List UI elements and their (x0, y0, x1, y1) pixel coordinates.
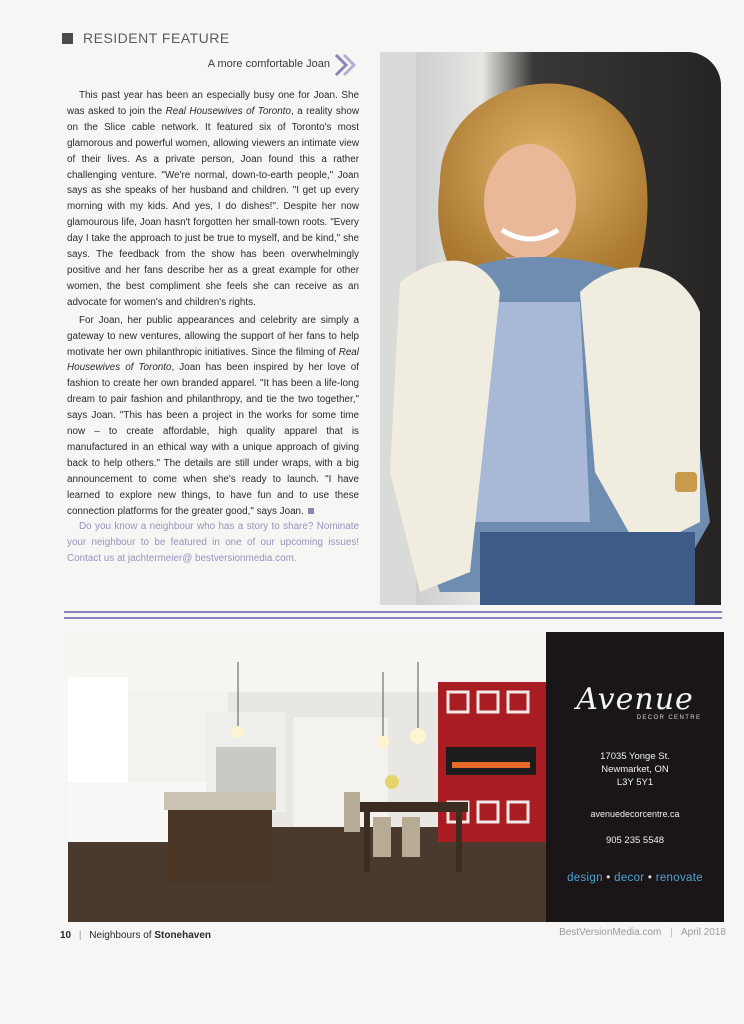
footer-site[interactable]: BestVersionMedia.com (559, 927, 662, 938)
paragraph-1 (67, 88, 359, 311)
address-line-1: 17035 Yonge St. (600, 751, 670, 762)
article-subhead: A more comfortable Joan (207, 58, 330, 70)
text-run: , a reality show on the Slice cable network. It featured six of Toronto's most glamorous and powerful women, allowing viewers an intimate view of their lives. As a private person, Joan found this a rather challenging venture. "We're normal, down-to-earth people," Joan says as she speaks of her husband and children. "I get up every morning with my kids. And yes, I do dishes!". Despite her now glamourous life, Joan hasn't forgotten her small-town roots. "Every day I take the approach to just be true to myself, and be kind," she says. The feedback from the show has been overwhelmingly positive and her fans describe her as a great example for other women, the best compliment she feels she can receive as an advocate for women's and children's rights. (67, 105, 359, 308)
tag-renovate: renovate (655, 872, 703, 884)
text-run: This past year has been an especially busy one for Joan. She was asked to join the (67, 90, 359, 117)
text-run: , Joan has been inspired by her love of fashion to create her own branded apparel. "It has been a life-long dream to pair fashion and philanthropy, and tie the two together," says Joan. "This has been a project in the works for some time now – to create affordable, high quality apparel that is manufactured in an ethical way with a unique approach of giving back to help others." The details are still under wraps, with a big announcement to come when she's ready to launch. "I have learned to explore new things, to have fun and to use these connection platforms for the greater good," says Joan. (67, 362, 359, 517)
bullet-icon: • (647, 872, 653, 884)
avenue-logo (546, 682, 724, 721)
show-title: Real Housewives of Toronto (165, 105, 291, 117)
footer-left (60, 930, 211, 941)
issue-date: April 2018 (680, 927, 726, 938)
ad-info-panel (546, 632, 724, 922)
divider-rule (64, 611, 722, 613)
footer-right (559, 927, 726, 938)
kitchen-photo (68, 632, 546, 922)
ad-address (546, 750, 724, 789)
section-square-icon (62, 33, 73, 44)
ad-website[interactable]: avenuedecorcentre.ca (590, 809, 680, 819)
footer-divider: | (670, 927, 673, 938)
divider-rule (64, 617, 722, 619)
double-chevron-icon (333, 52, 359, 78)
section-title: RESIDENT FEATURE (83, 30, 230, 46)
avenue-decor-ad (68, 632, 724, 922)
joan-portrait-photo (380, 52, 721, 605)
ad-phone[interactable]: 905 235 5548 (605, 835, 665, 846)
ad-tagline (546, 872, 724, 884)
tag-decor: decor (614, 872, 645, 884)
show-title: Real Housewives of Toronto (67, 346, 359, 374)
logo-wordmark: Avenue (576, 682, 694, 717)
text-run: For Joan, her public appearances and celebrity are simply a gateway to new ventures, allowing the support of her fans to help motivate her own philanthropic initiatives. Since the filming of (67, 314, 359, 358)
nominate-callout: Do you know a neighbour who has a story to share? Nominate your neighbour to be featured in one of our upcoming issues! Contact us at jachtermeier@ bestversionmedia.com. (67, 521, 359, 565)
address-line-2: Newmarket, ON (601, 764, 669, 775)
publication-name: Stonehaven (154, 930, 212, 941)
publication-prefix: Neighbours of (89, 930, 155, 941)
page-number: 10 (60, 930, 72, 941)
end-mark-icon (308, 508, 314, 514)
footer-divider: | (78, 930, 82, 941)
tag-design: design (567, 872, 603, 884)
section-header (62, 30, 230, 46)
bullet-icon: • (606, 872, 611, 884)
logo-subtitle: DECOR CENTRE (636, 715, 702, 721)
article-body (67, 88, 359, 567)
paragraph-2 (67, 313, 359, 520)
address-line-3: L3Y 5Y1 (616, 777, 654, 788)
